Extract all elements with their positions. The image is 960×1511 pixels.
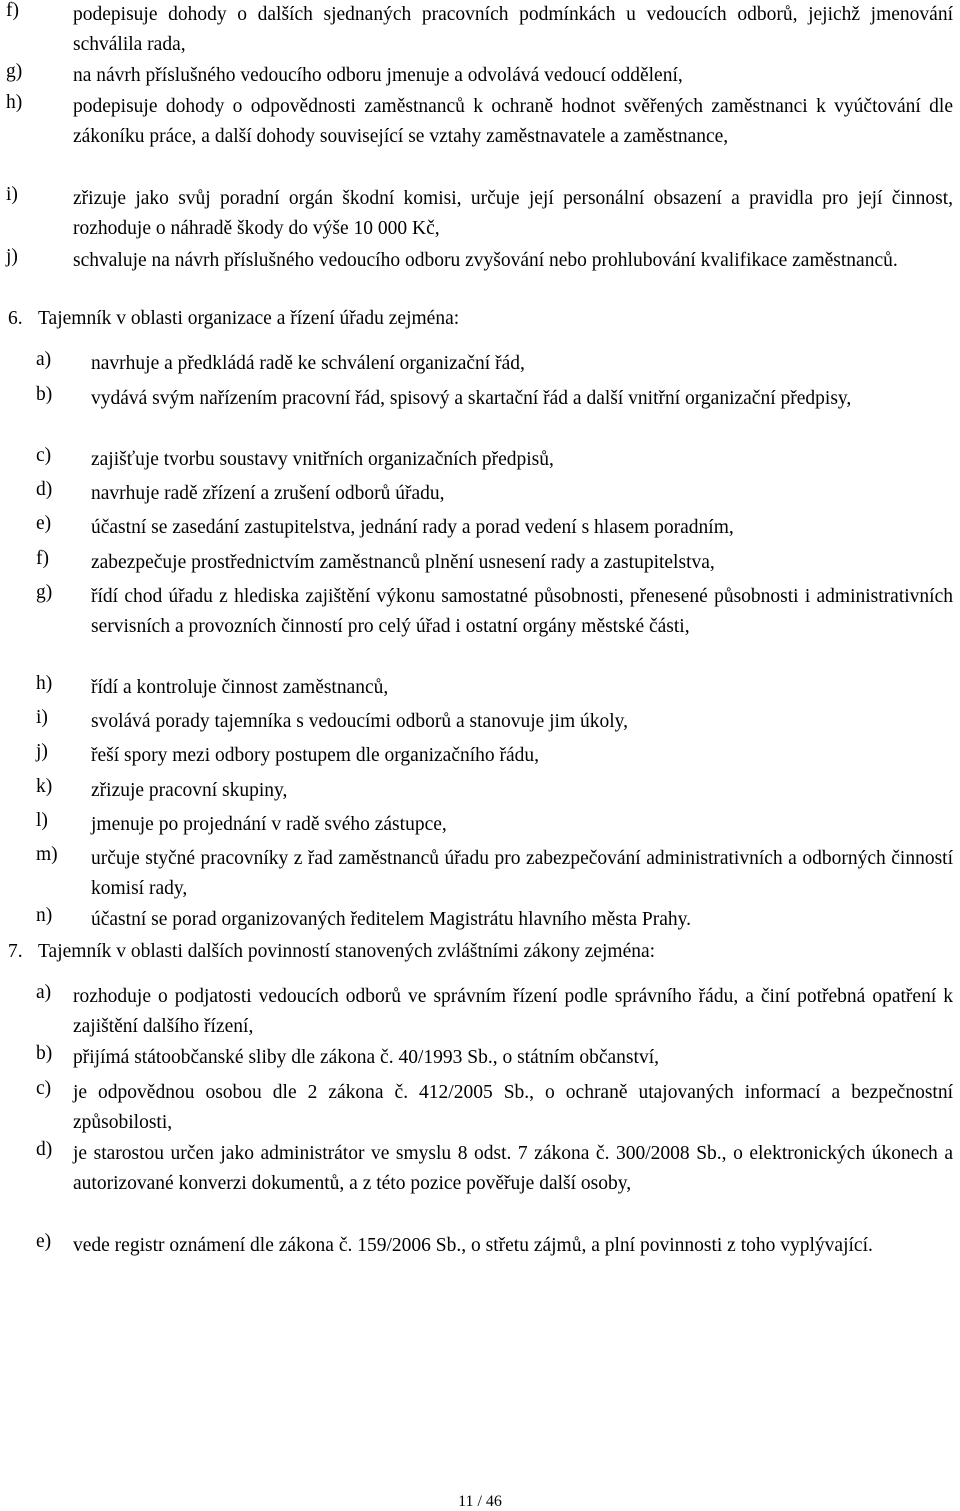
item-text: zřizuje pracovní skupiny,	[91, 780, 288, 801]
item-label: l)	[36, 810, 48, 831]
item-label: f)	[36, 548, 49, 569]
item-text: svolává porady tajemníka s vedoucími odborů a stanovuje jim úkoly,	[91, 711, 629, 732]
item-text: je odpovědnou osobou dle 2 zákona č. 412/2005 Sb., o ochraně utajovaných informací a bezpečnostní způsobilosti,	[73, 1082, 953, 1133]
item-label: j)	[6, 246, 18, 267]
item-label: i)	[6, 184, 18, 205]
item-text: je starostou určen jako administrátor ve smyslu 8 odst. 7 zákona č. 300/2008 Sb., o elektronických úkonech a autorizované konverzi dokumentů, a z této pozice pověřuje další osoby,	[73, 1143, 953, 1194]
item-text: jmenuje po projednání v radě svého zástupce,	[91, 814, 447, 835]
item-text: určuje styčné pracovníky z řad zaměstnanců úřadu pro zabezpečování administrativních a odborných činností komisí rady,	[91, 848, 953, 899]
item-label: m)	[36, 844, 58, 865]
item-text: navrhuje a předkládá radě ke schválení organizační řád,	[91, 353, 525, 374]
item-text: vydává svým nařízením pracovní řád, spisový a skartační řád a další vnitřní organizační předpisy,	[91, 388, 852, 409]
item-text: řídí a kontroluje činnost zaměstnanců,	[91, 677, 389, 698]
item-text: navrhuje radě zřízení a zrušení odborů úřadu,	[91, 483, 445, 504]
item-label: b)	[36, 384, 53, 405]
item-text: rozhoduje o podjatosti vedoucích odborů ve správním řízení podle správního řádu, a činí potřebná opatření k zajištění dalšího řízení,	[73, 986, 953, 1037]
section-title: Tajemník v oblasti organizace a řízení úřadu zejména:	[38, 308, 460, 329]
section-number: 6.	[8, 308, 23, 329]
section-number: 7.	[8, 941, 23, 962]
section-title: Tajemník v oblasti dalších povinností stanovených zvláštními zákony zejména:	[38, 941, 656, 962]
item-label: d)	[36, 1139, 53, 1160]
item-text: podepisuje dohody o dalších sjednaných pracovních podmínkách u vedoucích odborů, jejichž jmenování schválila rada,	[73, 4, 953, 55]
item-text: přijímá státoobčanské sliby dle zákona č. 40/1993 Sb., o státním občanství,	[73, 1047, 659, 1068]
item-label: n)	[36, 905, 53, 926]
item-label: e)	[36, 1231, 52, 1252]
item-label: k)	[36, 776, 53, 797]
item-text: zřizuje jako svůj poradní orgán škodní komisi, určuje její personální obsazení a pravidla pro její činnost, rozhoduje o náhradě škody do výše 10 000 Kč,	[73, 188, 953, 239]
item-label: a)	[36, 982, 52, 1003]
item-text: řídí chod úřadu z hlediska zajištění výkonu samostatné působnosti, přenesené působnosti i administrativních servisních a provozních činností pro celý úřad i ostatní orgány městské části,	[91, 586, 953, 637]
item-text: účastní se zasedání zastupitelstva, jednání rady a porad vedení s hlasem poradním,	[91, 517, 734, 538]
item-label: i)	[36, 707, 48, 728]
item-label: j)	[36, 741, 48, 762]
item-text: účastní se porad organizovaných ředitelem Magistrátu hlavního města Prahy.	[91, 909, 691, 930]
item-text: vede registr oznámení dle zákona č. 159/2006 Sb., o střetu zájmů, a plní povinnosti z toho vyplývající.	[73, 1235, 873, 1256]
item-text: podepisuje dohody o odpovědnosti zaměstnanců k ochraně hodnot svěřených zaměstnanci k vyúčtování dle zákoníku práce, a další dohody související se vztahy zaměstnavatele a zaměstnance,	[73, 96, 953, 147]
item-label: d)	[36, 479, 53, 500]
item-text: schvaluje na návrh příslušného vedoucího odboru zvyšování nebo prohlubování kvalifikace zaměstnanců.	[73, 250, 898, 271]
item-text: zabezpečuje prostřednictvím zaměstnanců plnění usnesení rady a zastupitelstva,	[91, 552, 715, 573]
item-text: na návrh příslušného vedoucího odboru jmenuje a odvolává vedoucí oddělení,	[73, 65, 683, 86]
item-label: h)	[36, 673, 53, 694]
item-label: e)	[36, 513, 52, 534]
item-label: g)	[6, 61, 23, 82]
page-number: 11 / 46	[458, 1493, 502, 1510]
item-text: zajišťuje tvorbu soustavy vnitřních organizačních předpisů,	[91, 449, 554, 470]
item-label: f)	[6, 0, 19, 21]
item-label: c)	[36, 1078, 52, 1099]
item-label: g)	[36, 582, 53, 603]
item-label: c)	[36, 445, 52, 466]
item-text: řeší spory mezi odbory postupem dle organizačního řádu,	[91, 745, 540, 766]
item-label: b)	[36, 1043, 53, 1064]
item-label: h)	[6, 92, 23, 113]
item-label: a)	[36, 349, 52, 370]
